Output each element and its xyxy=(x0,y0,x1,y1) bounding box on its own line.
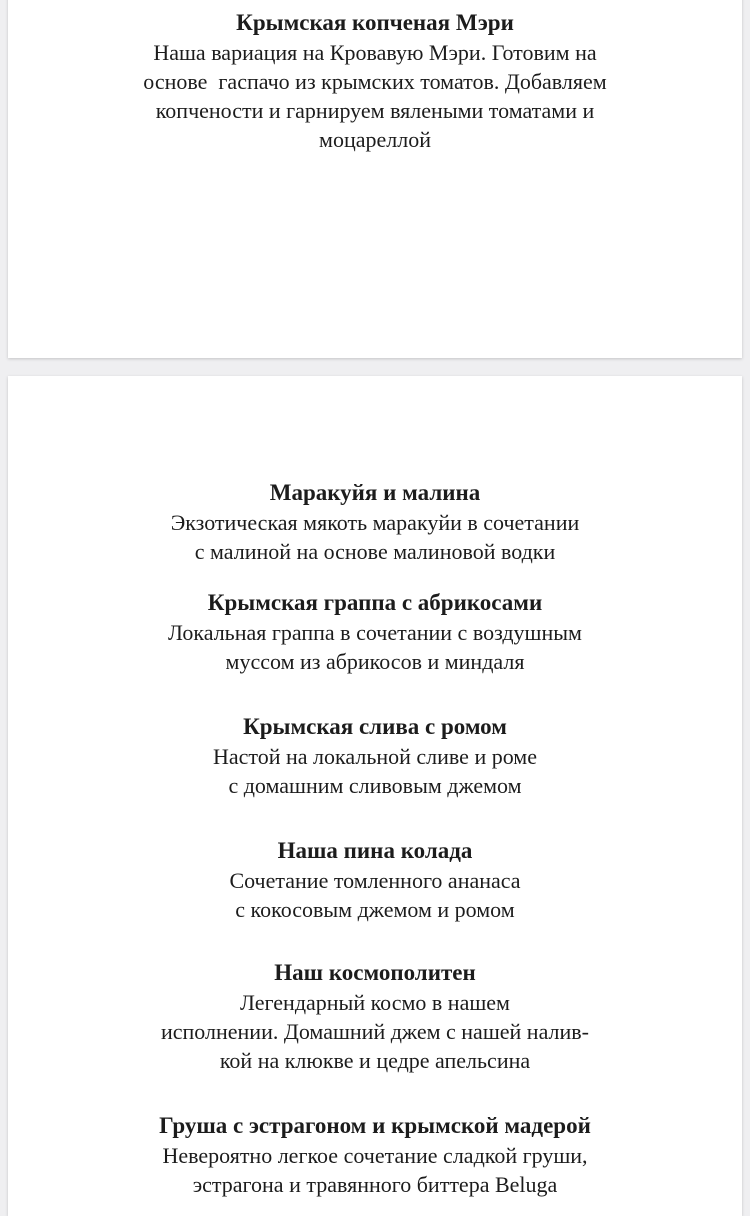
description-line: Сочетание томленного ананаса xyxy=(229,868,521,893)
description-line: эстрагона и травянного биттера Beluga xyxy=(192,1172,558,1197)
description-line: Невероятно легкое сочетание сладкой груши, xyxy=(162,1143,588,1168)
description-line: копчености и гарнируем вялеными томатами и xyxy=(155,98,595,123)
menu-item-pina-colada xyxy=(8,836,742,924)
description-line: Локальная граппа в сочетании с воздушным xyxy=(168,620,582,645)
menu-item-description xyxy=(8,1141,742,1199)
menu-item-plum-rum xyxy=(8,712,742,800)
description-line: исполнении. Домашний джем с нашей налив- xyxy=(160,1019,589,1044)
menu-page-bottom xyxy=(8,376,742,1216)
menu-item-pear-tarragon xyxy=(8,1111,742,1199)
menu-item-title: Груша с эстрагоном и крымской мадерой xyxy=(159,1113,591,1138)
menu-item-title: Маракуйя и малина xyxy=(269,480,481,505)
description-line: Настой на локальной сливе и роме xyxy=(213,744,537,769)
description-line: с кокосовым джемом и ромом xyxy=(235,897,515,922)
menu-item-title: Крымская граппа с абрикосами xyxy=(207,590,543,615)
description-line: основе гаспачо из крымских томатов. Добавляем xyxy=(143,69,607,94)
menu-item-description xyxy=(8,508,742,566)
menu-item-title: Наша пина колада xyxy=(277,838,473,863)
menu-item-description xyxy=(8,742,742,800)
menu-item-crimean-smoked-mary xyxy=(8,8,742,154)
description-line: Легендарный космо в нашем xyxy=(240,990,510,1015)
menu-item-description xyxy=(8,988,742,1075)
menu-item-description xyxy=(8,618,742,676)
menu-item-cosmopolitan xyxy=(8,958,742,1075)
description-line: Экзотическая мякоть маракуйи в сочетании xyxy=(170,510,580,535)
description-line: с домашним сливовым джемом xyxy=(228,773,522,798)
menu-item-title: Наш космополитен xyxy=(274,960,476,985)
menu-item-title: Крымская слива с ромом xyxy=(243,714,507,739)
description-line: моцареллой xyxy=(319,127,431,152)
description-line: муссом из абрикосов и миндаля xyxy=(225,649,525,674)
menu-item-description xyxy=(8,866,742,924)
menu-page-top xyxy=(8,0,742,358)
description-line: Наша вариация на Кровавую Мэри. Готовим на xyxy=(153,40,597,65)
menu-item-grappa-apricots xyxy=(8,588,742,676)
menu-item-passionfruit-raspberry xyxy=(8,478,742,566)
menu-item-description xyxy=(8,38,742,154)
menu-item-title: Крымская копченая Мэри xyxy=(236,10,514,35)
description-line: кой на клюкве и цедре апельсина xyxy=(219,1048,531,1073)
description-line: с малиной на основе малиновой водки xyxy=(194,539,556,564)
